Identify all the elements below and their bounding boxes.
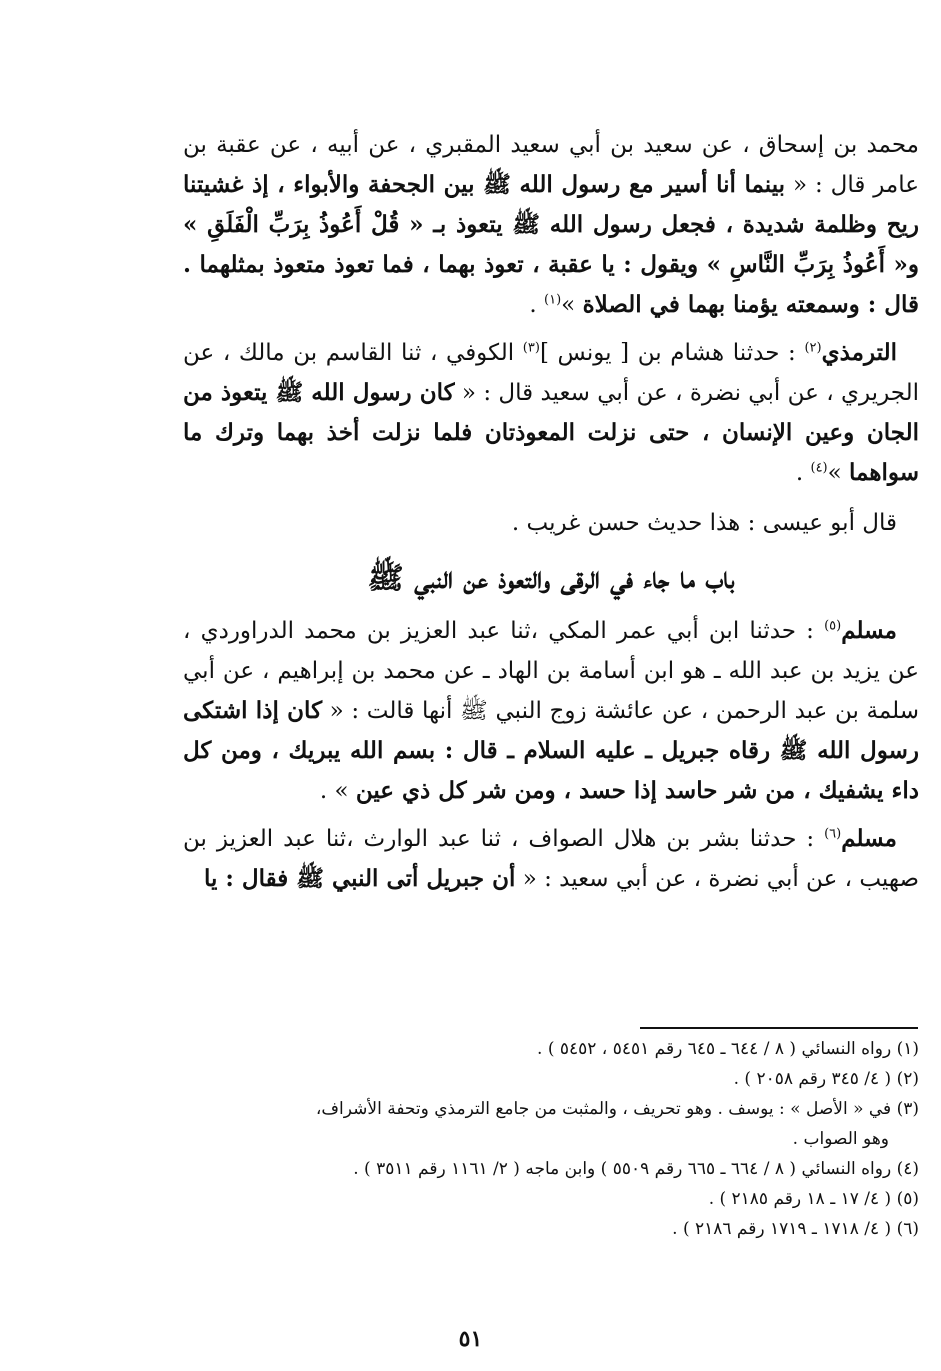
text: الكوفي ، ثنا القاسم بن مالك ، عن الجريري ، عن أبي نضرة ، عن أبي سعيد قال : « bbox=[183, 340, 920, 406]
source-name: مسلم bbox=[841, 617, 897, 644]
text: وهو الصواب . bbox=[792, 1129, 889, 1149]
text: . bbox=[795, 460, 811, 486]
footnote-3: (٣) في « الأصل » : يوسف . وهو تحريف ، والمثبت من جامع الترمذي وتحفة الأشراف، bbox=[315, 1099, 919, 1119]
paragraph-3: قال أبو عيسى : هذا حديث حسن غريب . bbox=[511, 510, 897, 536]
hadith-text: كان إذا اشتكى رسول الله ﷺ رقاه جبريل ـ عليه السلام ـ قال : بسم الله يبريك ، ومن كل داء يشفيك ، من شر حاسد إذا حسد ، ومن شر كل ذي عين bbox=[183, 697, 919, 804]
footnote-5: (٥) ( ٤/ ١٧ ـ ١٨ رقم ٢١٨٥ ) . bbox=[708, 1189, 919, 1209]
text: : حدثنا ابن أبي عمر المكي ،ثنا عبد العزيز بن محمد الدراوردي ، عن يزيد بن عبد الله ـ هو ابن أسامة بن الهاد ـ عن محمد بن إبراهيم ، عن أبي سلمة بن عبد الرحمن ، عن عائشة زوج النبي ﷺ أنها قالت : « bbox=[183, 618, 920, 724]
footnote-1: (١) رواه النسائي ( ٨ / ٦٤٤ ـ ٦٤٥ رقم ٥٤٥١ ، ٥٤٥٢ ) . bbox=[537, 1039, 919, 1059]
footnote-ref: (٤) bbox=[810, 460, 828, 476]
footnote-ref: (١) bbox=[544, 292, 562, 308]
footnote-2: (٢) ( ٤/ ٣٤٥ رقم ٢٠٥٨ ) . bbox=[733, 1069, 919, 1089]
page-number: ٥١ bbox=[458, 1326, 483, 1352]
text: » . bbox=[319, 778, 356, 804]
paragraph-1 bbox=[183, 125, 919, 325]
paragraph-2 bbox=[183, 333, 919, 493]
hadith-text: كان رسول الله ﷺ يتعوذ من الجان وعين الإنسان ، حتى نزلت المعوذتان فلما نزلت أخذ بهما وترك ما سواهما bbox=[183, 379, 919, 486]
footnote-6: (٦) ( ٤/ ١٧١٨ ـ ١٧١٩ رقم ٢١٨٦ ) . bbox=[672, 1219, 919, 1239]
footnote-ref: (٦) bbox=[824, 826, 842, 842]
text: » bbox=[827, 460, 850, 486]
source-name: الترمذي bbox=[821, 339, 898, 366]
text: محمد بن إسحاق ، عن سعيد بن أبي سعيد المقبري ، عن أبيه ، عن عقبة بن عامر قال : « bbox=[183, 132, 919, 198]
hadith-text: بينما أنا أسير مع رسول الله ﷺ بين الجحفة والأبواء ، إذ غشيتنا ريح وظلمة شديدة ، فجعل رسول الله ﷺ يتعوذ بـ « قُلْ أَعُوذُ بِرَبِّ الْفَلَقِ » و« أَعُوذُ بِرَبِّ النَّاسِ » ويقول : يا عقبة ، تعوذ بهما ، فما تعوذ متعوذ بمثلهما . قال : وسمعته يؤمنا بهما في الصلاة bbox=[183, 171, 919, 318]
footnote-ref: (٢) bbox=[804, 340, 822, 356]
footnote-separator bbox=[640, 1027, 918, 1029]
footnote-4: (٤) رواه النسائي ( ٨ / ٦٦٤ ـ ٦٦٥ رقم ٥٥٠٩ ) وابن ماجه ( ٢/ ١١٦١ رقم ٣٥١١ ) . bbox=[353, 1159, 919, 1179]
section-heading: باب ما جاء في الرقى والتعوذ عن النبي ﷺ bbox=[367, 561, 735, 596]
text: . bbox=[529, 292, 545, 318]
text: : حدثنا بشر بن هلال الصواف ، ثنا عبد الوارث ،ثنا عبد العزيز بن صهيب ، عن أبي نضرة ، عن أبي سعيد : « bbox=[183, 826, 919, 892]
text: » bbox=[561, 292, 583, 318]
text: : حدثنا هشام بن [ يونس ] bbox=[539, 340, 805, 366]
paragraph-5 bbox=[183, 819, 919, 899]
paragraph-4 bbox=[183, 611, 919, 811]
footnote-3-continuation bbox=[183, 1124, 919, 1154]
hadith-text: أن جبريل أتى النبي ﷺ فقال : يا bbox=[203, 865, 516, 892]
source-name: مسلم bbox=[841, 825, 897, 852]
footnotes bbox=[183, 1034, 919, 1244]
main-text bbox=[183, 125, 919, 899]
footnote-ref: (٥) bbox=[824, 618, 842, 634]
footnote-ref: (٣) bbox=[522, 340, 540, 356]
